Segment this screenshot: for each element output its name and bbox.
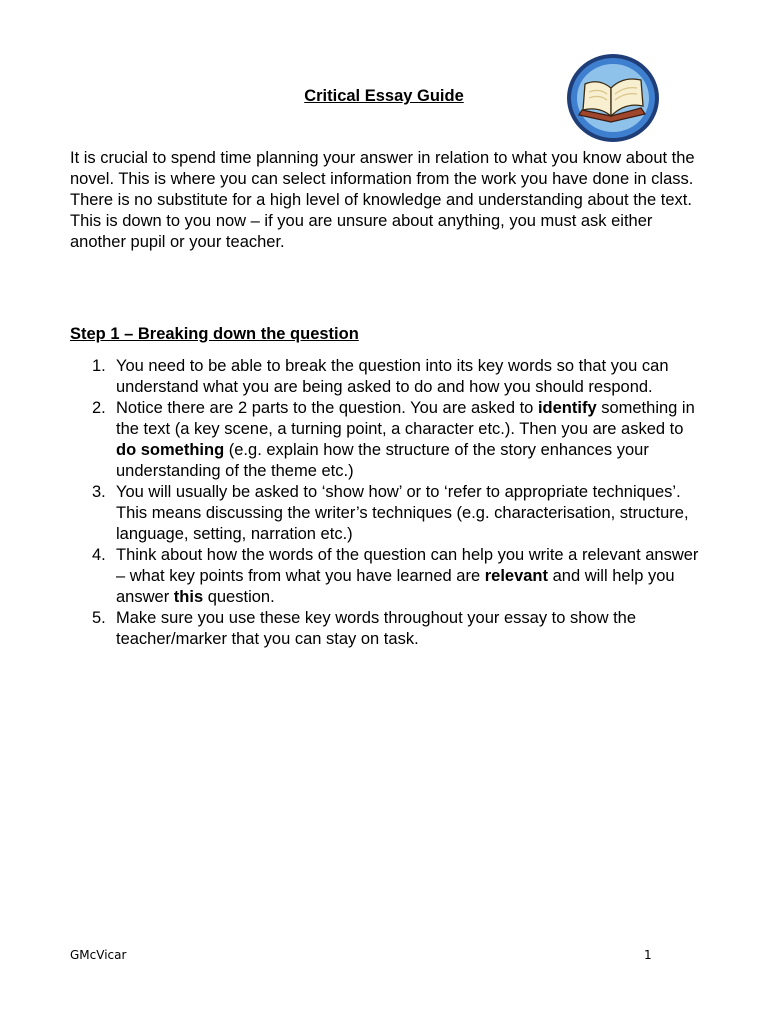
- emphasis-this: this: [173, 588, 204, 606]
- list-item: [70, 398, 700, 482]
- list-number: 5.: [92, 609, 106, 627]
- list-item-text: Think about how the words of the question can help you write a relevant answer – what key points from what you have learned are: [116, 546, 699, 585]
- list-item-text: You need to be able to break the question into its key words so that you can understand what you are being asked to do and how you should respond.: [116, 357, 669, 396]
- list-item-text: and will help you answer: [116, 567, 675, 606]
- list-number: 3.: [92, 483, 106, 501]
- list-item-text: question.: [203, 588, 275, 606]
- emphasis-relevant: relevant: [484, 567, 549, 585]
- list-item: [70, 545, 700, 608]
- list-item-text: Make sure you use these key words throughout your essay to show the teacher/marker that you can stay on task.: [116, 609, 637, 648]
- step-1-heading: Step 1 – Breaking down the question: [70, 325, 359, 343]
- list-number: 4.: [92, 546, 106, 564]
- list-item: [70, 608, 700, 650]
- emphasis-do-something: do something: [116, 441, 225, 459]
- emphasis-identify: identify: [537, 399, 597, 417]
- list-number: 1.: [92, 357, 106, 375]
- footer-author: GMcVicar: [70, 948, 127, 962]
- list-item: [70, 482, 700, 545]
- step-1-list: [70, 356, 700, 650]
- footer-page-number: 1: [644, 948, 652, 962]
- list-item-text: something in the text (a key scene, a turning point, a character etc.). Then you are asked to: [116, 399, 695, 438]
- intro-paragraph: It is crucial to spend time planning your answer in relation to what you know about the novel. This is where you can select information from the work you have done in class. There is no substitute for a high level of knowledge and understanding about the text. This is down to you now – if you are unsure about anything, you must ask either another pupil or your teacher.: [70, 149, 695, 251]
- open-book-icon: [565, 52, 661, 144]
- list-item-text: You will usually be asked to ‘show how’ or to ‘refer to appropriate techniques’. This means discussing the writer’s techniques (e.g. characterisation, structure, language, setting, narration etc.): [116, 483, 689, 543]
- list-item-text: Notice there are 2 parts to the question. You are asked to: [116, 399, 538, 417]
- list-item: [70, 356, 700, 398]
- list-number: 2.: [92, 399, 106, 417]
- list-item-text: (e.g. explain how the structure of the story enhances your understanding of the theme etc.): [116, 441, 649, 480]
- page-title: Critical Essay Guide: [304, 87, 464, 105]
